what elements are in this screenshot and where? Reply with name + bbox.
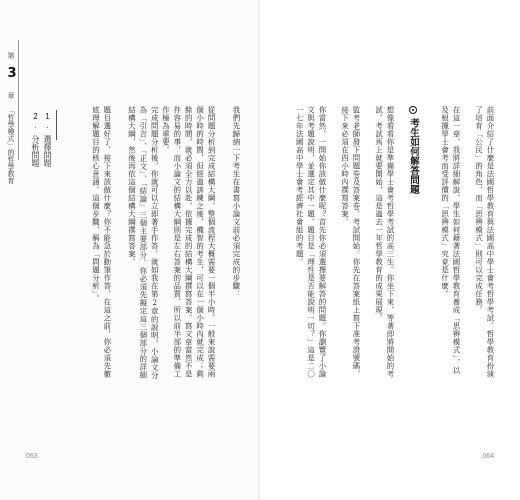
chapter-prefix: 第 xyxy=(7,52,15,59)
intro-paragraph-1: 前面介紹了什麼是法國哲學教育與法國高中學士會考哲學考試。哲學教育扮演了培育「公民」的角色，而「思辨模式」則可以完成任務。 xyxy=(474,106,495,378)
body-paragraph-2: 監考老師發下問題卷及答案卷。考試開始。你先在答案紙上寫下准考證號碼，接下來必須在四小時內撰寫答案。 xyxy=(340,106,361,378)
page-number-left: 063 xyxy=(26,453,38,460)
toc-item-number: 1. xyxy=(43,112,52,130)
toc-item-label: 分析問題 xyxy=(31,135,40,167)
chapter-suffix: 章 xyxy=(7,92,15,99)
toc-item-2 xyxy=(29,112,41,167)
paragraph-problem-analysis: 題目選好了，接下來該做什麼？你不能急於動筆作答，在這之前，你必須先徹底理解題目的核心意涵。這個步驟，稱為「問題分析」。 xyxy=(91,106,112,378)
section-heading-text: 考生如何解答問題 xyxy=(408,118,419,194)
page-number-right: 064 xyxy=(482,453,494,460)
right-page xyxy=(260,0,520,500)
body-paragraph-1: 想像看看你是準備學士會考哲學考試的高三生。你坐下來，等著即將開始的考試。考試馬上就要開始，這是過去一年哲學教育的成果展現。 xyxy=(374,106,395,378)
chapter-number: 3 xyxy=(7,66,17,81)
toc-item-label: 選擇問題 xyxy=(43,135,52,167)
bullet-ring-icon xyxy=(409,106,417,114)
chapter-divider xyxy=(18,40,19,160)
toc-rule xyxy=(56,110,57,140)
intro-paragraph-2: 在這一章，我將詳細解說，學生如何藉著法國哲學教育養成「思辨模式」，以及根據學士會考而受評價的「思辨模式」究竟是什麼。 xyxy=(440,106,461,375)
section-heading xyxy=(407,106,420,194)
toc-item-1 xyxy=(41,112,53,167)
chapter-subtitle: 「哲學模式」的哲學教育 xyxy=(7,107,15,184)
paragraph-steps-intro: 我們先歸納一下考生在書寫小論文前必須完成的步驟： xyxy=(232,106,241,298)
paragraph-outline-timing: 從問題分析到完成結構大綱，整個流程大概需要一個半小時。一般來說需要兩個小時的時間，但經過訓練之後，機智的考生，可以在一個小時內就完成；剩餘的時間，就必須全力以赴，依據完成的結構大綱撰寫答案。寫文章當然不是件容易的事，而小論文的結構大綱則是左右答案的品質，所以前半部的準備工作極為重要。 xyxy=(161,106,217,378)
paragraph-structure: 完成問題分析後，你就可以立即著手作答。就如我在第2章的說明，小論文分為「引言」、「正文」、「結論」三個主要部分。你必須先擬定這三個部分的詳細結構大綱，然後再依這個結構大綱撰寫答案。 xyxy=(127,106,160,380)
toc-item-number: 2. xyxy=(31,112,40,130)
chapter-tab xyxy=(6,44,18,188)
body-paragraph-3: 你當然，一開始你該做什麼呢？首先你必須選擇要解答的問題。你瀏覽了小論文與考題說明，並選定其中一題。題目是「理性是否能說明一切？」這是二〇一七年法國高中學士會考經濟社會組的考題。 xyxy=(295,106,327,378)
